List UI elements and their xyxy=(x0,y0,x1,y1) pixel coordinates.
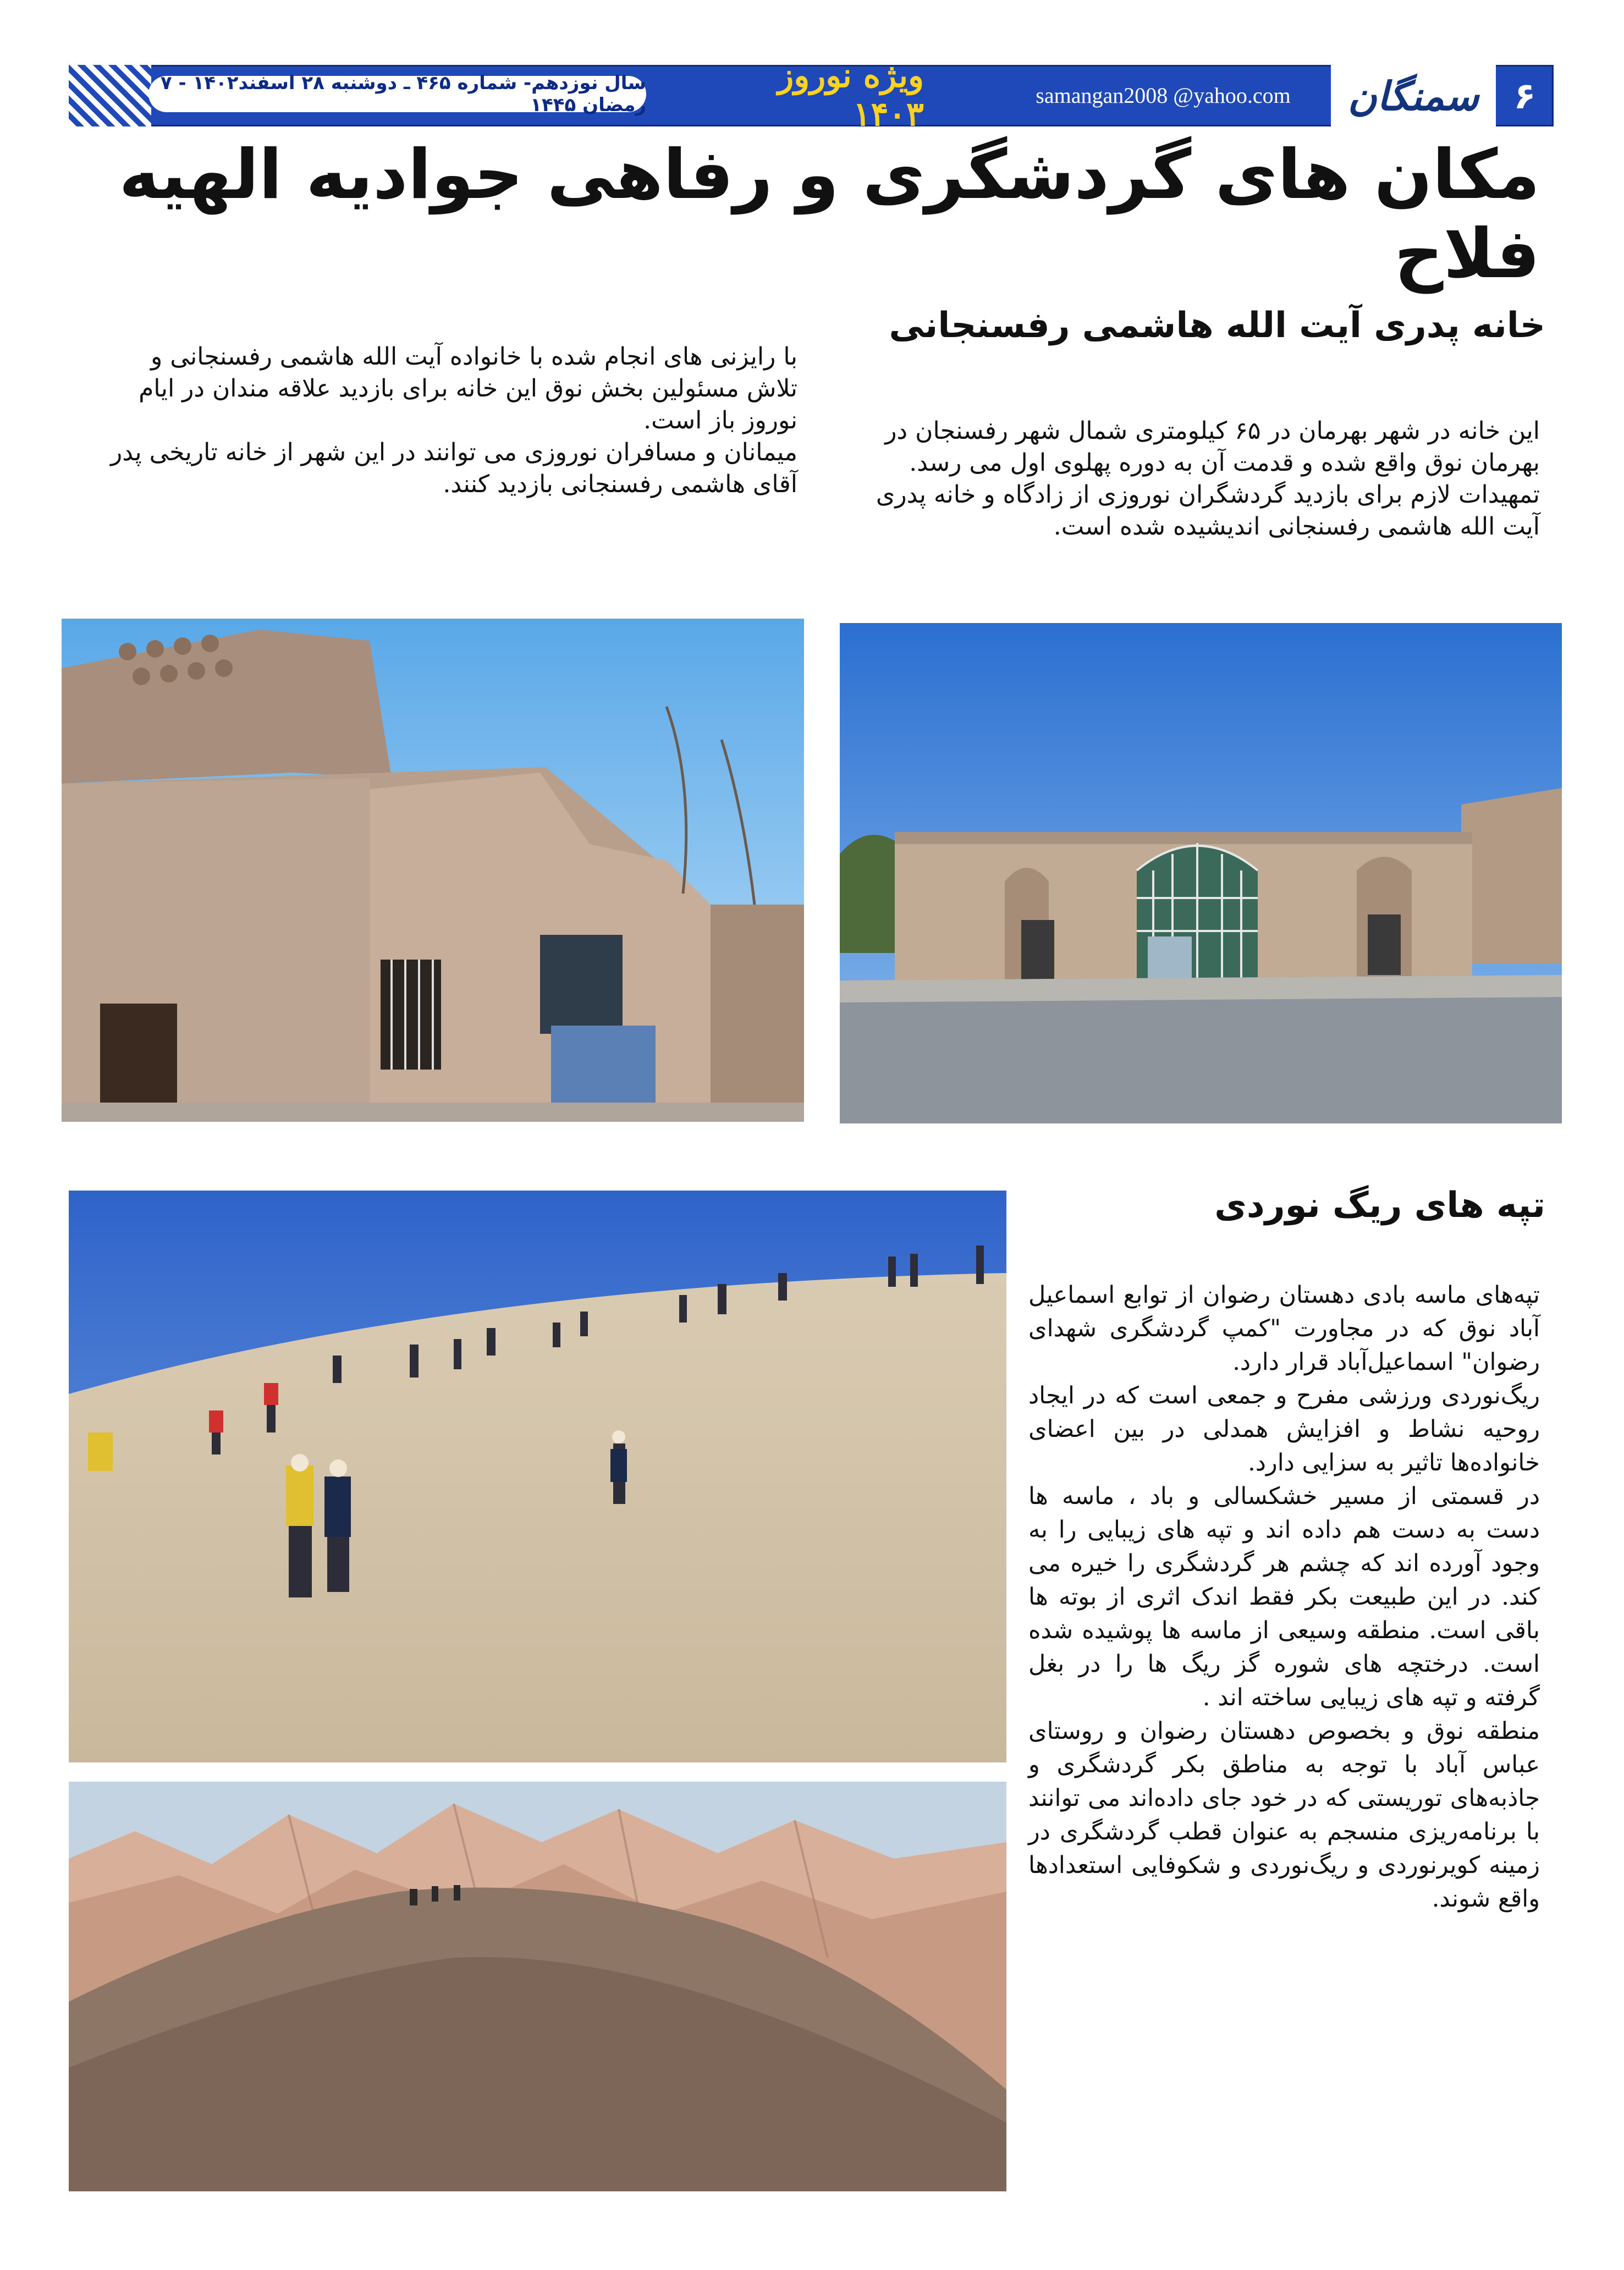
page-title: مکان های گردشگری و رفاهی جوادیه الهیه فلاح xyxy=(119,135,1540,294)
house-paragraph-2b: میمانان و مسافران نوروزی می توانند در این شهر از خانه تاریخی پدر آقای هاشمی رفسنجانی بازدید کنند. xyxy=(111,438,797,498)
dunes-paragraph-2: ریگ‌نوردی ورزشی مفرح و جمعی است که در ایجاد روحیه نشاط و افزایش همدلی در بین اعضای خانواده‌ها تاثیر به سزایی دارد. xyxy=(1028,1382,1540,1476)
dunes-paragraph xyxy=(1028,1279,1540,1916)
email-address: samangan2008 @yahoo.com xyxy=(1036,82,1291,108)
dunes-section-heading: تپه های ریگ نوردی xyxy=(1214,1185,1545,1226)
dunes-paragraph-4: منطقه نوق و بخصوص دهستان رضوان و روستای عباس آباد با توجه به مناطق بکر گردشگری و جاذبه‌های توریستی که در خود جای داده‌اند می توانند با برنامه‌ریزی منسجم به عنوان قطب گردشگری در زمینه کویرنوردی و ریگ‌نوردی و شکوفایی استعدادها واقع شوند. xyxy=(1028,1717,1540,1913)
header-hatch-pattern xyxy=(69,65,151,126)
house-paragraph-2 xyxy=(99,341,797,500)
house-side-photo xyxy=(62,619,804,1122)
dune-climbers-photo xyxy=(69,1191,1006,1762)
dunes-paragraph-1: تپه‌های ماسه بادی دهستان رضوان از توابع اسماعیل آباد نوق که در مجاورت "کمپ گردشگری شهدای رضوان" اسماعیل‌آباد قرار دارد. xyxy=(1028,1281,1540,1376)
house-paragraph-1: این خانه در شهر بهرمان در ۶۵ کیلومتری شمال شهر رفسنجان در بهرمان نوق واقع شده و قدمت آن به دوره پهلوی اول می رسد. تمهیدات لازم برای بازدید گردشگران نوروزی از زادگاه و خانه پدری آیت الله هاشمی رفسنجانی اندیشیده شده است. xyxy=(876,417,1540,541)
issue-info: سال نوزدهم- شماره ۴۶۵ ـ دوشنبه ۲۸ اسفند۱۴۰۲ - ۷ رمضان ۱۴۴۵ xyxy=(148,76,646,112)
dune-mountains-photo xyxy=(69,1782,1006,2191)
logo xyxy=(1331,65,1496,126)
special-edition-label: ویژه نوروز ۱۴۰۳ xyxy=(778,57,924,134)
page-number: ۶ xyxy=(1513,74,1536,117)
house-section-heading: خانه پدری آیت الله هاشمی رفسنجانی xyxy=(889,305,1545,346)
dunes-paragraph-3: در قسمتی از مسیر خشکسالی و باد ، ماسه ها دست به دست هم داده اند و تپه های زیبایی را به وجود آورده اند که چشم هر گردشگری را خیره می کند. در این طبیعت بکر فقط اندک اثری از بوته ها باقی است. منطقه وسیعی از ماسه ها پوشیده شده است. درختچه های شوره گز ریگ ها را در بغل گرفته و تپه های زیبایی ساخته اند . xyxy=(1028,1483,1540,1711)
house-paragraph-2a: با رایزنی های انجام شده با خانواده آیت الله هاشمی رفسنجانی و تلاش مسئولین بخش نوق این خانه برای بازدید علاقه مندان در ایام نوروز باز است. xyxy=(139,343,797,434)
house-front-photo xyxy=(840,623,1562,1123)
logo-text: سمنگان xyxy=(1347,72,1479,119)
